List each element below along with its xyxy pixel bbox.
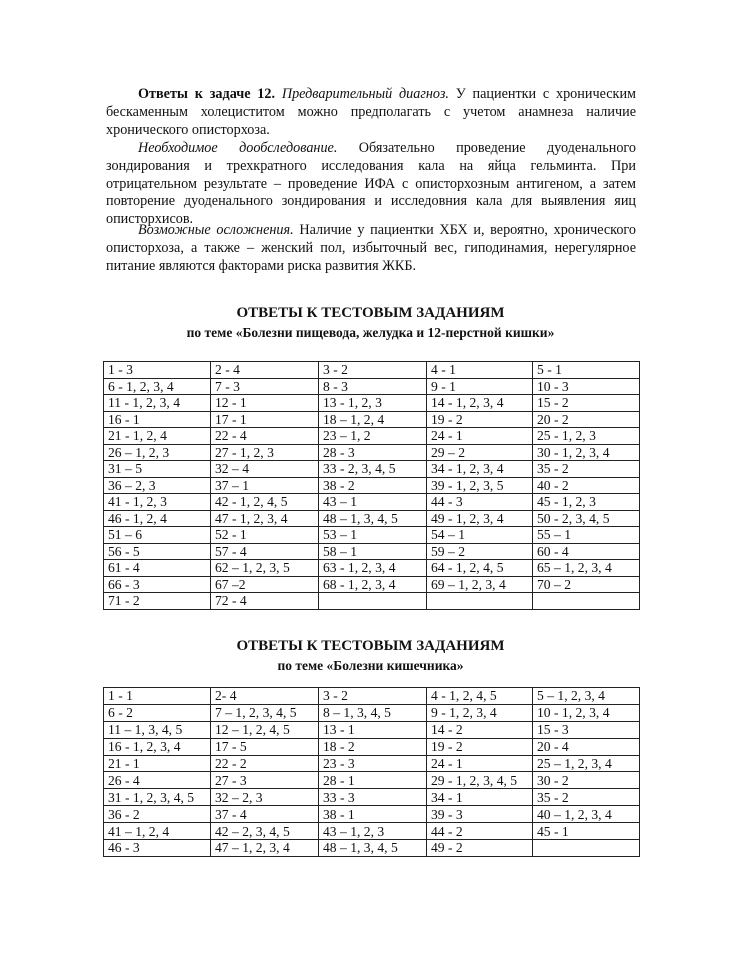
table-row: [104, 789, 640, 806]
section2-title: ОТВЕТЫ К ТЕСТОВЫМ ЗАДАНИЯМ: [236, 638, 505, 654]
table-row: [104, 477, 640, 494]
table-row: [104, 378, 640, 395]
section1-subtitle: по теме «Болезни пищевода, желудка и 12-перстной кишки»: [186, 325, 555, 340]
answer-cell: 3 - 2: [319, 362, 427, 379]
table-row: [104, 704, 640, 721]
answer-cell: 42 - 1, 2, 4, 5: [211, 494, 319, 511]
answer-cell: 8 - 3: [319, 378, 427, 395]
answer-cell: 16 - 1, 2, 3, 4: [104, 738, 211, 755]
answer-cell: 49 - 2: [427, 840, 533, 857]
answer-cell: 18 – 1, 2, 4: [319, 411, 427, 428]
table-row: [104, 444, 640, 461]
answer-cell: 36 – 2, 3: [104, 477, 211, 494]
answer-cell: 30 - 1, 2, 3, 4: [533, 444, 640, 461]
answer-cell: 28 - 3: [319, 444, 427, 461]
answer-cell: 39 - 1, 2, 3, 5: [427, 477, 533, 494]
answer-cell: 36 - 2: [104, 806, 211, 823]
answer-cell: 50 - 2, 3, 4, 5: [533, 510, 640, 527]
answer-cell: 43 – 1: [319, 494, 427, 511]
answer-cell: 56 - 5: [104, 543, 211, 560]
answer-cell: 5 – 1, 2, 3, 4: [533, 688, 640, 705]
table-row: [104, 738, 640, 755]
table-row: [104, 593, 640, 610]
answer-cell: 17 - 5: [211, 738, 319, 755]
answer-cell: 45 - 1: [533, 823, 640, 840]
answer-cell: 9 - 1: [427, 378, 533, 395]
answer-cell: 32 – 2, 3: [211, 789, 319, 806]
answer-paragraph-diagnosis: [106, 86, 636, 139]
answer-cell: 28 - 1: [319, 772, 427, 789]
answer-cell: 51 – 6: [104, 527, 211, 544]
answer-cell: 15 - 3: [533, 721, 640, 738]
answer-cell: 60 - 4: [533, 543, 640, 560]
answer-cell: 2 - 4: [211, 362, 319, 379]
answer-cell: 31 – 5: [104, 461, 211, 478]
answers-table-intestine: [103, 687, 640, 857]
answer-cell: 6 - 2: [104, 704, 211, 721]
answer-cell: 25 – 1, 2, 3, 4: [533, 755, 640, 772]
table-row: [104, 461, 640, 478]
answer-cell: 38 - 1: [319, 806, 427, 823]
answer-cell: 46 - 1, 2, 4: [104, 510, 211, 527]
answer-cell: 37 - 4: [211, 806, 319, 823]
answer-cell: 65 – 1, 2, 3, 4: [533, 560, 640, 577]
answer-cell: 30 - 2: [533, 772, 640, 789]
answer-cell: 39 - 3: [427, 806, 533, 823]
answer-cell: 13 - 1: [319, 721, 427, 738]
answer-cell: 64 - 1, 2, 4, 5: [427, 560, 533, 577]
answer-cell: 52 - 1: [211, 527, 319, 544]
answer-cell: 46 - 3: [104, 840, 211, 857]
answer-cell: 31 - 1, 2, 3, 4, 5: [104, 789, 211, 806]
answer-cell: 11 – 1, 3, 4, 5: [104, 721, 211, 738]
answer-cell: 55 – 1: [533, 527, 640, 544]
answer-cell: 68 - 1, 2, 3, 4: [319, 576, 427, 593]
answer-cell: 27 - 1, 2, 3: [211, 444, 319, 461]
table-row: [104, 688, 640, 705]
answer-cell: 44 - 2: [427, 823, 533, 840]
answer-cell: 1 - 3: [104, 362, 211, 379]
answer-cell: 48 – 1, 3, 4, 5: [319, 840, 427, 857]
answer-cell: 29 – 2: [427, 444, 533, 461]
diagnosis-label: Предварительный диагноз.: [281, 86, 449, 102]
answer-cell: 26 - 4: [104, 772, 211, 789]
answer-cell: 72 - 4: [211, 593, 319, 610]
answer-cell: 6 - 1, 2, 3, 4: [104, 378, 211, 395]
answer-cell: 49 - 1, 2, 3, 4: [427, 510, 533, 527]
answer-cell: 42 – 2, 3, 4, 5: [211, 823, 319, 840]
answer-cell: 16 - 1: [104, 411, 211, 428]
table-row: [104, 560, 640, 577]
answer-cell: 23 - 3: [319, 755, 427, 772]
answer-cell: 59 – 2: [427, 543, 533, 560]
answer-cell: 21 - 1: [104, 755, 211, 772]
answer-paragraph-examination: [106, 140, 636, 229]
answer-cell: 19 - 2: [427, 738, 533, 755]
answer-cell: 14 - 1, 2, 3, 4: [427, 395, 533, 412]
answer-cell: 34 - 1, 2, 3, 4: [427, 461, 533, 478]
examination-label: Необходимое дообследование.: [138, 140, 338, 156]
answer-cell: 37 – 1: [211, 477, 319, 494]
answer-cell: 12 – 1, 2, 4, 5: [211, 721, 319, 738]
table-row: [104, 755, 640, 772]
answer-cell: 7 - 3: [211, 378, 319, 395]
answer-cell: [533, 593, 640, 610]
answer-cell: 62 – 1, 2, 3, 5: [211, 560, 319, 577]
diagnosis-text: У пациентки с хроническим бескаменным холециститом можно предполагать с учетом анамнеза наличие хронического описторхоза.: [106, 86, 637, 138]
complications-label: Возможные осложнения.: [138, 222, 294, 238]
answer-cell: 13 - 1, 2, 3: [319, 395, 427, 412]
section1-title: ОТВЕТЫ К ТЕСТОВЫМ ЗАДАНИЯМ: [236, 305, 505, 321]
answer-cell: 8 – 1, 3, 4, 5: [319, 704, 427, 721]
answer-cell: 17 - 1: [211, 411, 319, 428]
answer-paragraph-complications: [106, 222, 636, 275]
answer-cell: 35 - 2: [533, 461, 640, 478]
answer-cell: 29 - 1, 2, 3, 4, 5: [427, 772, 533, 789]
answer-cell: 33 - 3: [319, 789, 427, 806]
answer-cell: 44 - 3: [427, 494, 533, 511]
answer-cell: 24 - 1: [427, 755, 533, 772]
answer-cell: 53 – 1: [319, 527, 427, 544]
answer-cell: 38 - 2: [319, 477, 427, 494]
answer-cell: 7 – 1, 2, 3, 4, 5: [211, 704, 319, 721]
answer-cell: [533, 840, 640, 857]
answer-cell: 35 - 2: [533, 789, 640, 806]
answers-table-esophagus-stomach: [103, 361, 640, 610]
answer-cell: 58 – 1: [319, 543, 427, 560]
answer-cell: 48 – 1, 3, 4, 5: [319, 510, 427, 527]
answer-cell: 12 - 1: [211, 395, 319, 412]
table-row: [104, 806, 640, 823]
answer-cell: 57 - 4: [211, 543, 319, 560]
answer-cell: 40 - 2: [533, 477, 640, 494]
answer-cell: 14 - 2: [427, 721, 533, 738]
table-row: [104, 840, 640, 857]
answer-cell: 66 - 3: [104, 576, 211, 593]
answer-cell: 11 - 1, 2, 3, 4: [104, 395, 211, 412]
answer-cell: [427, 593, 533, 610]
answer-cell: 19 - 2: [427, 411, 533, 428]
answer-cell: 41 – 1, 2, 4: [104, 823, 211, 840]
answer-cell: 45 - 1, 2, 3: [533, 494, 640, 511]
table-row: [104, 823, 640, 840]
complications-text: Наличие у пациентки ХБХ и, вероятно, хронического описторхоза, а также – женский пол, избыточный вес, гиподинамия, нерегулярное питание являются факторами риска развития ЖКБ.: [106, 222, 636, 274]
table-row: [104, 411, 640, 428]
answer-cell: 3 - 2: [319, 688, 427, 705]
answer-cell: 24 - 1: [427, 428, 533, 445]
answer-cell: 47 - 1, 2, 3, 4: [211, 510, 319, 527]
table-row: [104, 772, 640, 789]
table-row: [104, 543, 640, 560]
answer-cell: 34 - 1: [427, 789, 533, 806]
answer-cell: 23 – 1, 2: [319, 428, 427, 445]
answer-cell: 33 - 2, 3, 4, 5: [319, 461, 427, 478]
answer-cell: 27 - 3: [211, 772, 319, 789]
answer-cell: 67 –2: [211, 576, 319, 593]
table-row: [104, 721, 640, 738]
answer-cell: 2- 4: [211, 688, 319, 705]
answer-cell: 70 – 2: [533, 576, 640, 593]
answer-cell: 22 - 4: [211, 428, 319, 445]
answer-cell: 40 – 1, 2, 3, 4: [533, 806, 640, 823]
table-row: [104, 510, 640, 527]
answer-cell: 10 - 1, 2, 3, 4: [533, 704, 640, 721]
answer-cell: 18 - 2: [319, 738, 427, 755]
answer-cell: 54 – 1: [427, 527, 533, 544]
answer-cell: [319, 593, 427, 610]
table-row: [104, 576, 640, 593]
table-row: [104, 527, 640, 544]
answer-cell: 32 – 4: [211, 461, 319, 478]
answer-heading: Ответы к задаче 12.: [138, 86, 276, 102]
table-row: [104, 395, 640, 412]
answer-cell: 4 - 1: [427, 362, 533, 379]
table-row: [104, 362, 640, 379]
answer-cell: 4 - 1, 2, 4, 5: [427, 688, 533, 705]
answer-cell: 41 - 1, 2, 3: [104, 494, 211, 511]
examination-text: Обязательно проведение дуоденального зондирования и трехкратного исследования кала на яйца гельминта. При отрицательном результате – проведение ИФА с описторхозным антигеном, а затем повторение дуоденального зондирования и исследовния кала для выявления яиц описторхисов.: [106, 140, 636, 228]
answer-cell: 15 - 2: [533, 395, 640, 412]
answer-cell: 10 - 3: [533, 378, 640, 395]
answer-cell: 22 - 2: [211, 755, 319, 772]
answer-cell: 1 - 1: [104, 688, 211, 705]
answer-cell: 43 – 1, 2, 3: [319, 823, 427, 840]
answer-cell: 71 - 2: [104, 593, 211, 610]
answer-cell: 5 - 1: [533, 362, 640, 379]
answer-cell: 69 – 1, 2, 3, 4: [427, 576, 533, 593]
answer-cell: 25 - 1, 2, 3: [533, 428, 640, 445]
section2-subtitle: по теме «Болезни кишечника»: [277, 658, 464, 673]
table-row: [104, 428, 640, 445]
answer-cell: 26 – 1, 2, 3: [104, 444, 211, 461]
answer-cell: 61 - 4: [104, 560, 211, 577]
answer-cell: 47 – 1, 2, 3, 4: [211, 840, 319, 857]
answer-cell: 20 - 4: [533, 738, 640, 755]
table-row: [104, 494, 640, 511]
answer-cell: 20 - 2: [533, 411, 640, 428]
answer-cell: 63 - 1, 2, 3, 4: [319, 560, 427, 577]
answer-cell: 21 - 1, 2, 4: [104, 428, 211, 445]
answer-cell: 9 - 1, 2, 3, 4: [427, 704, 533, 721]
